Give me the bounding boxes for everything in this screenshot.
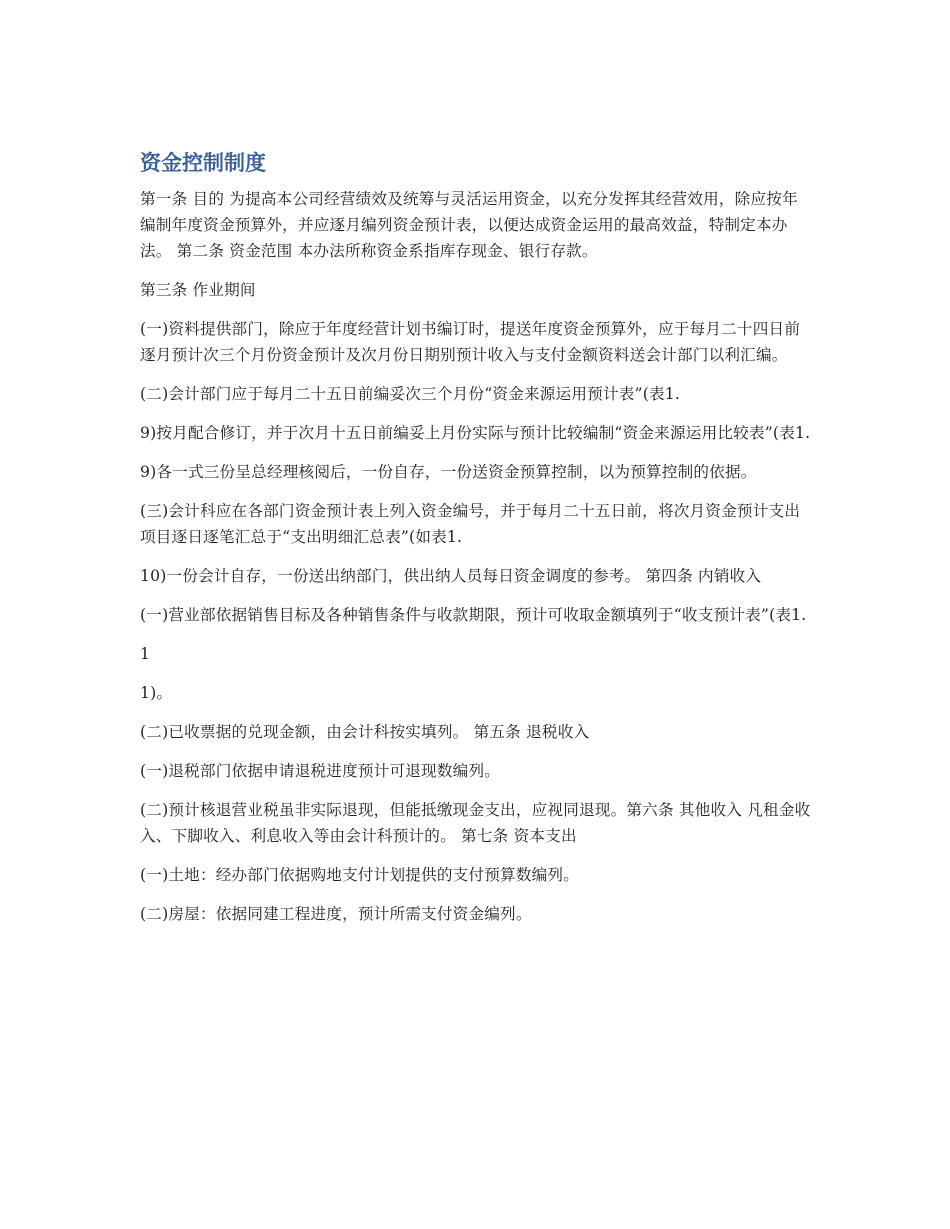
- paragraph-fragment-1: 1: [140, 645, 151, 663]
- paragraph-sales-income-2: (二)已收票据的兑现金额，由会计科按实填列。 第五条 退税收入: [140, 723, 590, 741]
- paragraph-sales-income-1: (一)营业部依据销售目标及各种销售条件与收款期限，预计可收取金额填列于“收支预计表”(表1.: [140, 606, 807, 624]
- paragraph-tax-refund-1: (一)退税部门依据申请退税进度预计可退现数编列。: [140, 762, 501, 780]
- paragraph-item-3-continued: 10)一份会计自存，一份送出纳部门，供出纳人员每日资金调度的参考。 第四条 内销收入: [140, 567, 762, 585]
- paragraph-fragment-2: 1)。: [140, 684, 173, 702]
- paragraph-tax-refund-2: (二)预计核退营业税虽非实际退现，但能抵缴现金支出，应视同退现。第六条 其他收入 凡租金收入、下脚收入、利息收入等由会计科预计的。 第七条 资本支出: [140, 801, 811, 845]
- paragraph-item-2: (二)会计部门应于每月二十五日前编妥次三个月份“资金来源运用预计表”(表1.: [140, 385, 681, 403]
- paragraph-item-2-distribution: 9)各一式三份呈总经理核阅后，一份自存，一份送资金预算控制，以为预算控制的依据。: [140, 463, 757, 481]
- paragraph-article-1-2: 第一条 目的 为提高本公司经营绩效及统筹与灵活运用资金，以充分发挥其经营效用，除应按年编制年度资金预算外，并应逐月编列资金预计表，以便达成资金运用的最高效益，特制定本办法。 第二条 资金范围 本办法所称资金系指库存现金、银行存款。: [140, 190, 798, 260]
- paragraph-article-3-heading: 第三条 作业期间: [140, 281, 256, 299]
- paragraph-item-3: (三)会计科应在各部门资金预计表上列入资金编号，并于每月二十五日前，将次月资金预计支出项目逐日逐笔汇总于“支出明细汇总表”(如表1.: [140, 502, 801, 546]
- paragraph-item-1: (一)资料提供部门，除应于年度经营计划书编订时，提送年度资金预算外，应于每月二十四日前逐月预计次三个月份资金预计及次月份日期别预计收入与支付金额资料送会计部门以利汇编。: [140, 320, 801, 364]
- paragraph-capital-building: (二)房屋：依据同建工程进度，预计所需支付资金编列。: [140, 905, 532, 923]
- paragraph-capital-land: (一)土地：经办部门依据购地支付计划提供的支付预算数编列。: [140, 866, 579, 884]
- document-page: [140, 146, 812, 940]
- document-title: 资金控制制度: [140, 151, 266, 175]
- paragraph-item-2-continued: 9)按月配合修订，并于次月十五日前编妥上月份实际与预计比较编制“资金来源运用比较表”(表1.: [140, 424, 811, 442]
